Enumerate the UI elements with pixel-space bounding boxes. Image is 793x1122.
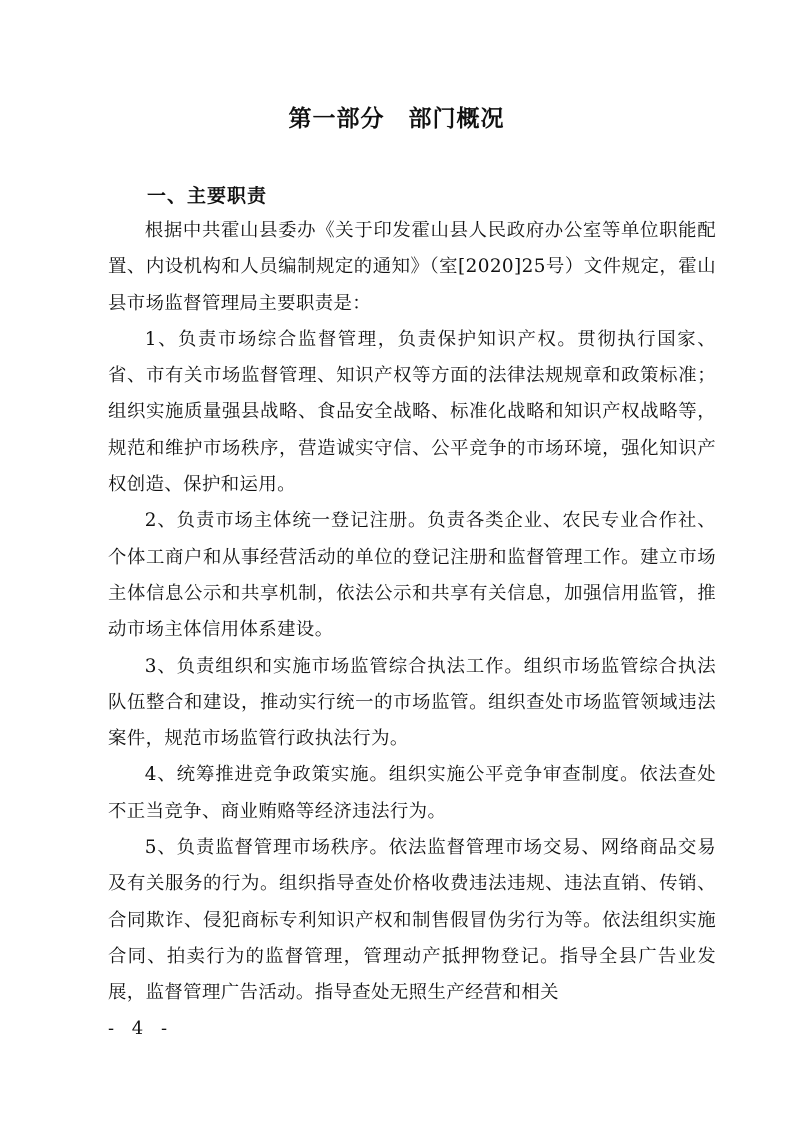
duty-paragraph-3: 3、负责组织和实施市场监管综合执法工作。组织市场监管综合执法队伍整合和建设，推动实行统一的市场监管。组织查处市场监管领域违法案件，规范市场监管行政执法行为。 [108,655,716,750]
page-number: - 4 - [108,1018,174,1039]
intro-paragraph: 根据中共霍山县委办《关于印发霍山县人民政府办公室等单位职能配置、内设机构和人员编制规定的通知》（室[2020]25号）文件规定，霍山县市场监督管理局主要职责是： [108,220,716,314]
page-title: 第一部分 部门概况 [288,106,505,132]
duty-paragraph-2: 2、负责市场主体统一登记注册。负责各类企业、农民专业合作社、个体工商户和从事经营活动的单位的登记注册和监督管理工作。建立市场主体信息公示和共享机制，依法公示和共享有关信息，加强信用监管，推动市场主体信用体系建设。 [108,510,716,641]
duty-paragraph-4: 4、统筹推进竞争政策实施。组织实施公平竞争审查制度。依法查处不正当竞争、商业贿赂等经济违法行为。 [108,764,716,822]
section-heading: 一、主要职责 [147,185,268,207]
duty-paragraph-1: 1、负责市场综合监督管理，负责保护知识产权。贯彻执行国家、省、市有关市场监督管理、知识产权等方面的法律法规规章和政策标准；组织实施质量强县战略、食品安全战略、标准化战略和知识产权战略等，规范和维护市场秩序，营造诚实守信、公平竞争的市场环境，强化知识产权创造、保护和运用。 [108,328,716,496]
document-body [108,213,716,1012]
duty-paragraph-5: 5、负责监督管理市场秩序。依法监督管理市场交易、网络商品交易及有关服务的行为。组织指导查处价格收费违法违规、违法直销、传销、合同欺诈、侵犯商标专利知识产权和制售假冒伪劣行为等。依法组织实施合同、拍卖行为的监督管理，管理动产抵押物登记。指导全县广告业发展，监督管理广告活动。指导查处无照生产经营和相关 [108,837,716,1004]
